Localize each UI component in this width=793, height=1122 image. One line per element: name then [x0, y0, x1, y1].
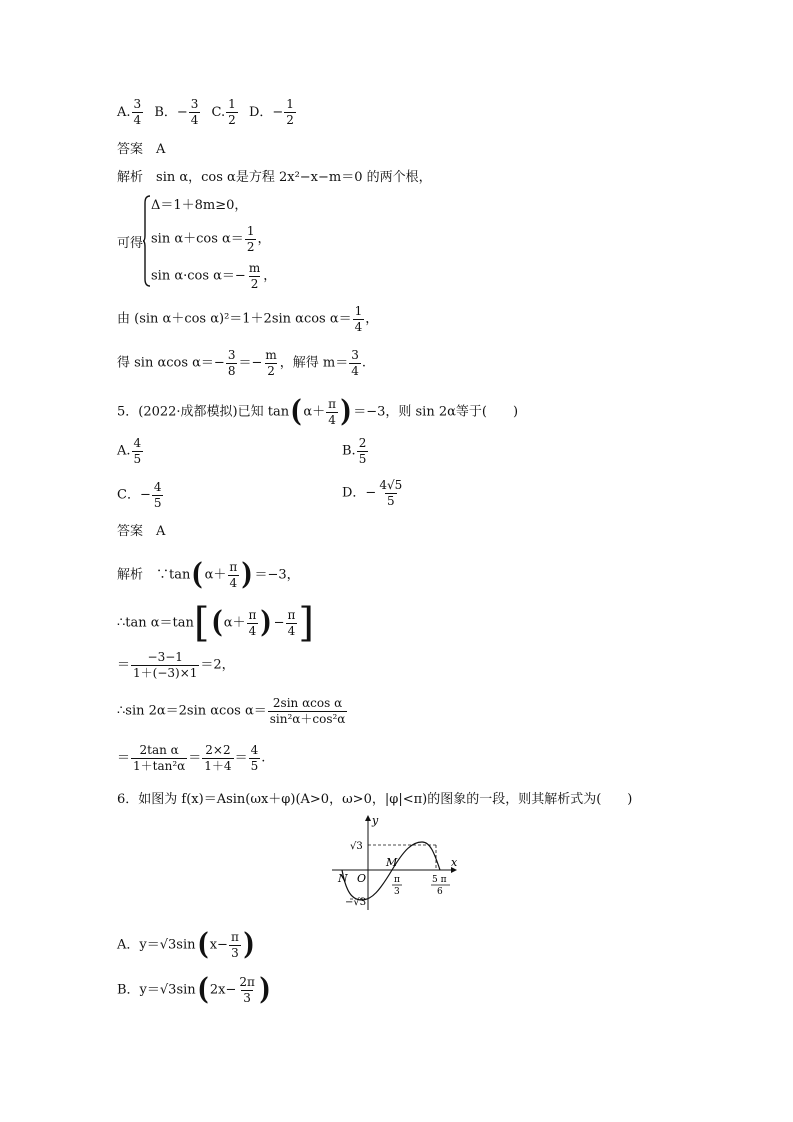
- q4-choice-b[interactable]: B．− $\frac{3}{4}$: [154, 97, 199, 127]
- y-label: y: [372, 814, 379, 827]
- neg-sqrt3-label: −√3: [345, 897, 367, 908]
- q5-answer: 答案 A: [117, 524, 166, 539]
- point-m-label: M: [386, 856, 398, 869]
- q5-analysis-line-1: 解析 ∵tan(α＋ $\frac{\pi}{4}$ )＝−3，: [117, 557, 300, 592]
- pi56-den: 6: [437, 887, 443, 897]
- x-label: x: [451, 856, 458, 869]
- q4-choices: [117, 98, 297, 126]
- pi3-num: π: [394, 875, 400, 885]
- sqrt3-label: √3: [350, 841, 363, 852]
- q5-stem: 5．(2022·成都模拟)已知 tan(α＋ $\frac{\pi}{4}$ )＝−3，则 sin 2α等于( ): [117, 394, 519, 429]
- pi3-den: 3: [394, 887, 400, 897]
- q6-choice-a[interactable]: A．y＝√3sin(x− $\frac{\pi}{3}$ ): [117, 927, 255, 962]
- system-line-2: sin α＋cos α＝ $\frac{1}{2}$ ，: [151, 224, 271, 254]
- q6-choice-b[interactable]: B．y＝√3sin(2x− $\frac{2\pi}{3}$ ): [117, 972, 271, 1007]
- q5-analysis-line-5: ＝ $\frac{\text{2tan α}}{\text{1＋tan²α}}$ ＝ $\frac{2\times 2}{1+4}$ ＝ $\frac{4}{5}$ .: [117, 743, 266, 773]
- q5-analysis-line-3: ＝ $\frac{-3-1}{1+(-3)\times 1}$ ＝2，: [117, 650, 235, 680]
- q5-choice-c[interactable]: C．− $\frac{4}{5}$: [117, 480, 162, 510]
- q5-choice-d[interactable]: D．− $\frac{4√5}{5}$: [342, 478, 403, 508]
- q5-analysis-line-4: ∴sin 2α＝2sin αcos α＝ $\frac{\text{2sin αcos α}}{\text{sin²α＋cos²α}}$: [117, 696, 346, 726]
- q4-line-de: 得 sin αcos α＝− $\frac{3}{8}$ ＝− $\frac{m}{2}$ ，解得 m＝ $\frac{3}{4}$ .: [117, 348, 367, 378]
- point-n-label: N: [338, 872, 348, 885]
- sine-graph: [330, 812, 460, 912]
- q5-choice-a[interactable]: A. $\frac{4}{5}$: [117, 436, 142, 466]
- q4-kede: 可得: [117, 236, 144, 251]
- q6-stem: 6．如图为 f(x)＝Asin(ωx＋φ)(A>0，ω>0，|φ|<π)的图象的一段，则其解析式为( ): [117, 792, 633, 807]
- q4-analysis-intro: 解析 sin α，cos α是方程 2x²−x−m＝0 的两个根，: [117, 170, 432, 185]
- system-line-3: sin α·cos α＝− $\frac{m}{2}$ ，: [151, 261, 277, 291]
- q5-choice-b[interactable]: B. $\frac{2}{5}$: [342, 436, 367, 466]
- q4-choice-a[interactable]: A. $\frac{3}{4}$: [117, 97, 142, 127]
- q4-choice-c[interactable]: C. $\frac{1}{2}$: [211, 97, 236, 127]
- q5-analysis-line-2: ∴tan α＝tan[(α＋ $\frac{\pi}{4}$ )− $\frac{\pi}{4}$ ]: [117, 600, 314, 646]
- q4-choice-d[interactable]: D．− $\frac{1}{2}$: [248, 97, 294, 127]
- q4-line-you: 由 (sin α＋cos α)²＝1＋2sin αcos α＝ $\frac{1}{4}$ ，: [117, 304, 379, 334]
- origin-label: O: [357, 872, 367, 885]
- system-brace: [143, 195, 151, 287]
- q4-answer: 答案 A: [117, 142, 166, 157]
- pi56-num: 5 π: [432, 875, 447, 885]
- system-line-1: Δ＝1＋8m≥0，: [151, 198, 248, 213]
